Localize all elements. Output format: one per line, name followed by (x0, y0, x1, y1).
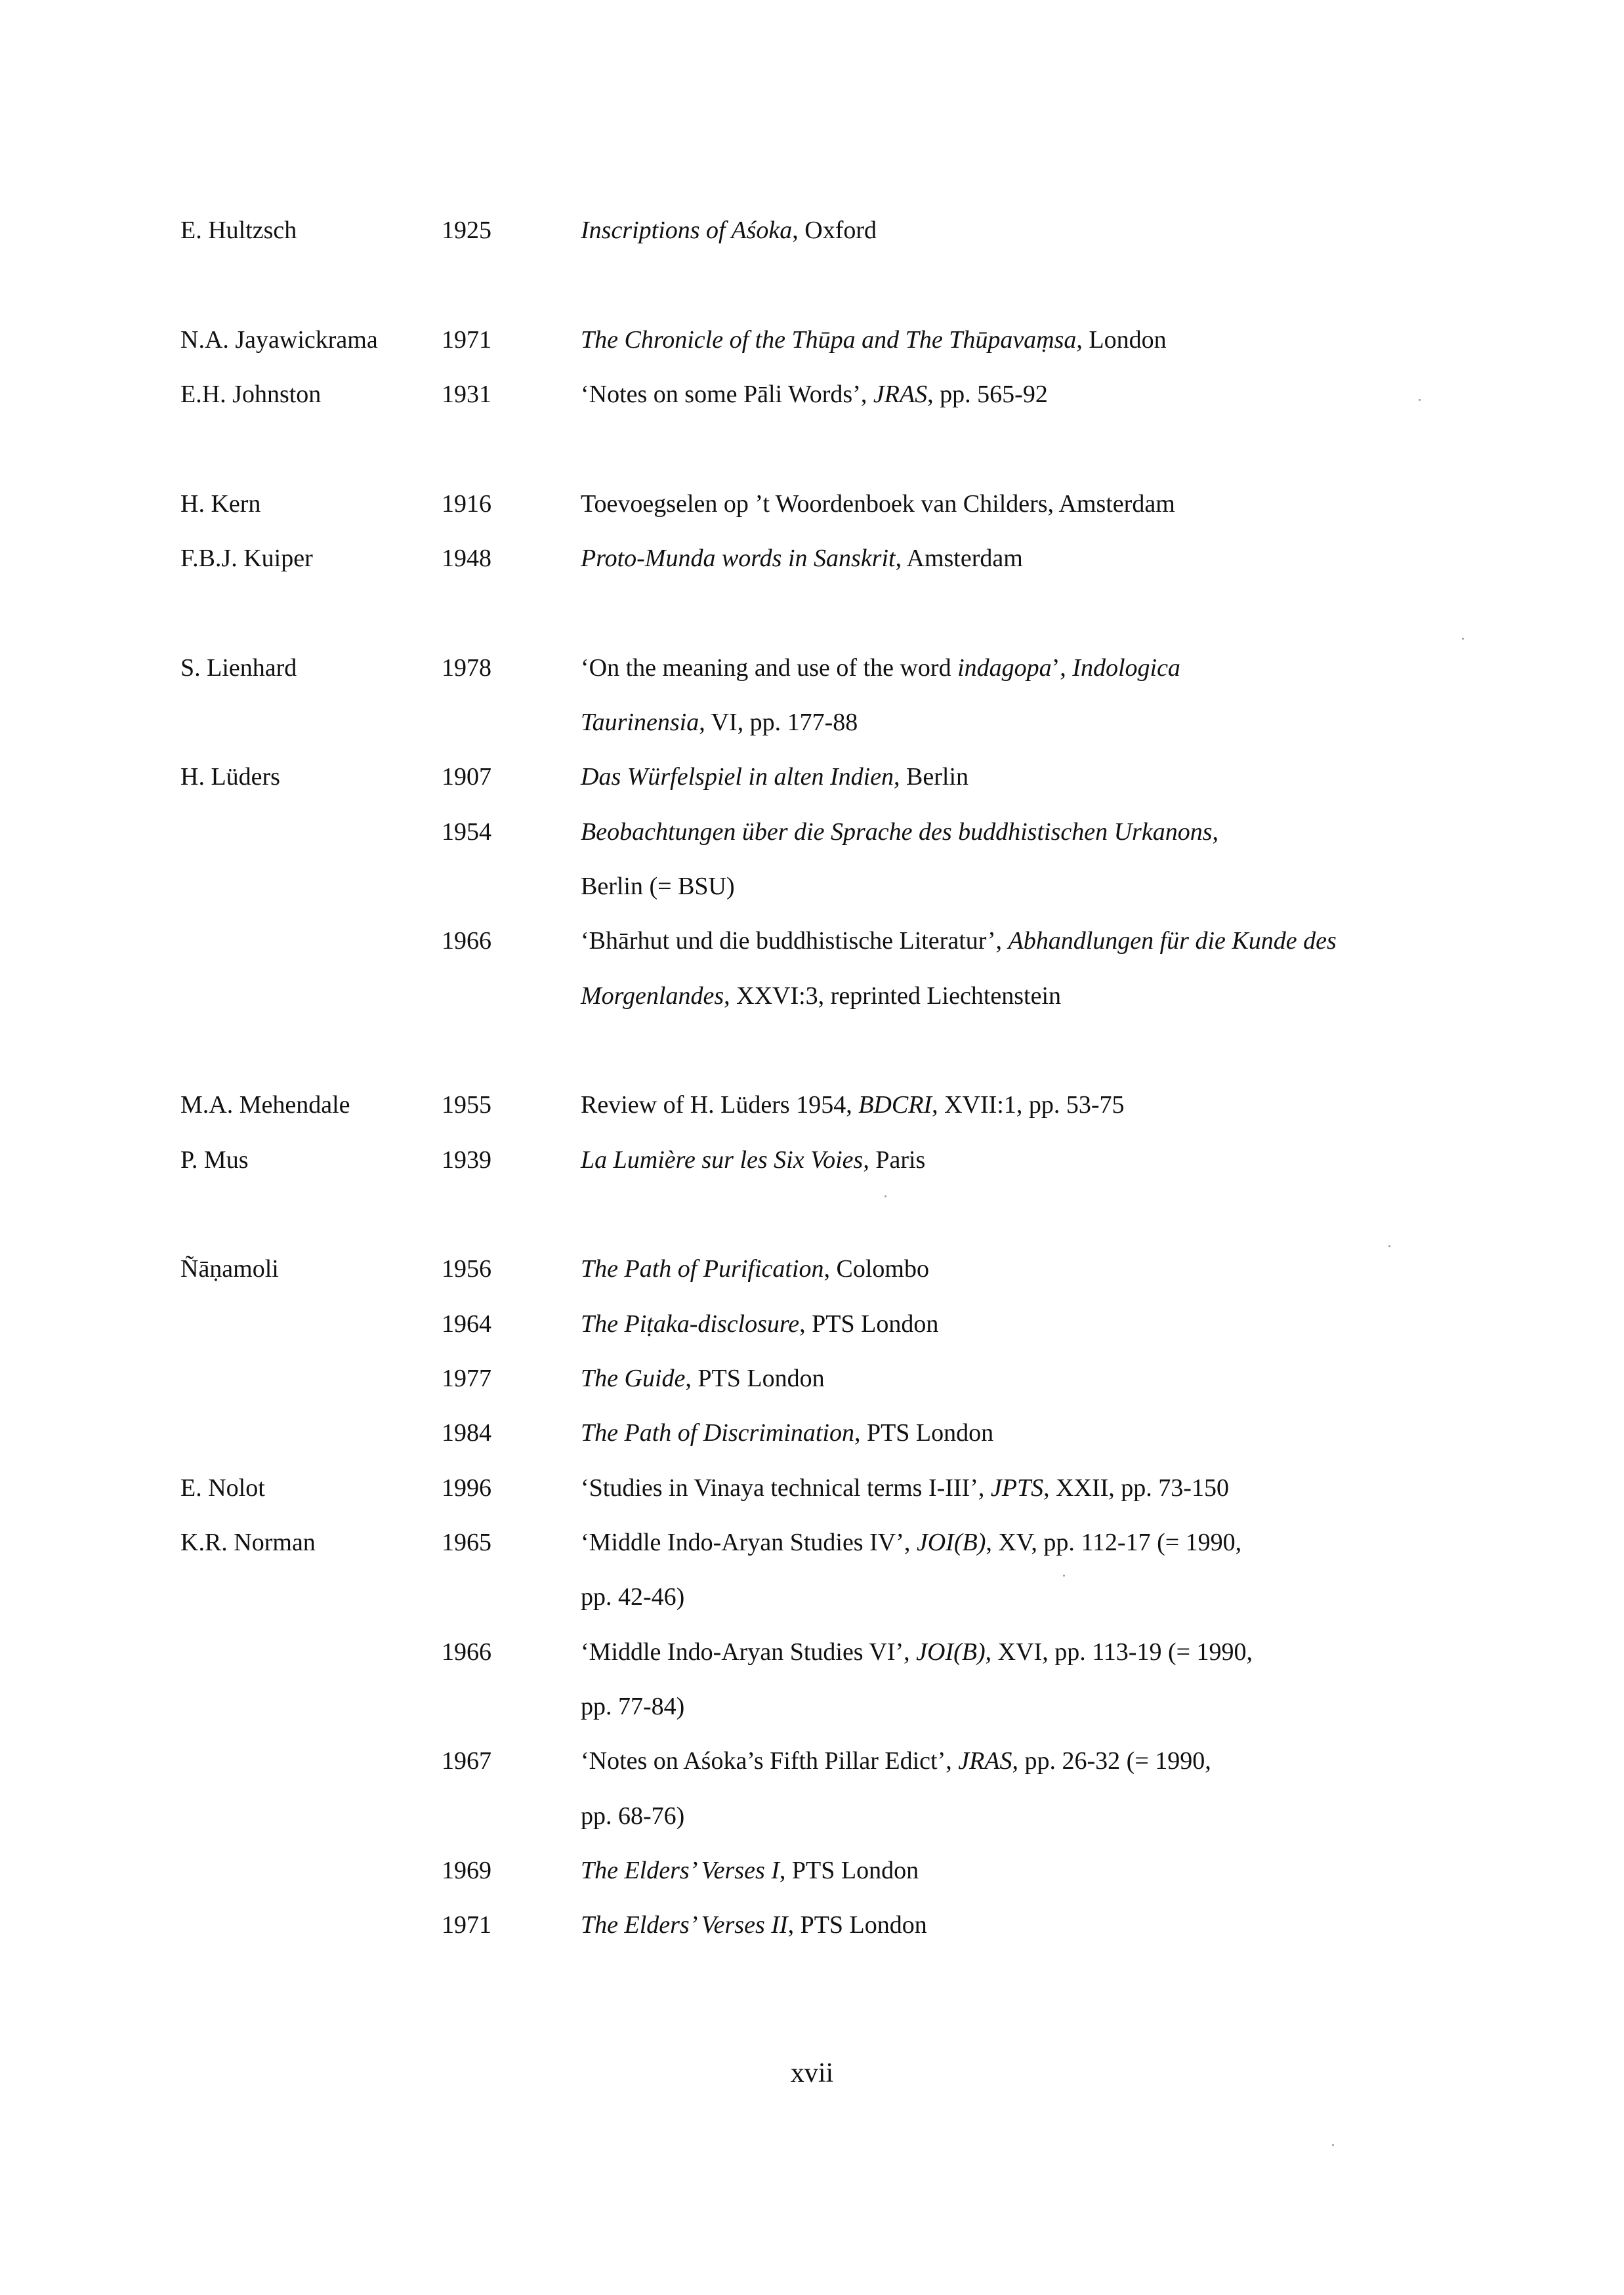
entry-year: 1971 (442, 326, 491, 354)
reference-text: , pp. 565-92 (927, 381, 1048, 408)
entry-reference (581, 1628, 1253, 1676)
reference-text: pp. 68-76) (581, 1802, 685, 1830)
bibliography-entry (0, 699, 1624, 746)
reference-text: , PTS London (779, 1857, 919, 1884)
reference-text: , XXII, pp. 73-150 (1043, 1474, 1229, 1502)
reference-text: , pp. 26-32 (= 1990, (1012, 1747, 1211, 1775)
reference-text: Berlin (= BSU) (581, 873, 735, 900)
reference-text: , Berlin (894, 763, 969, 791)
entry-reference (581, 1136, 925, 1184)
reference-text: Review of H. Lüders 1954, (581, 1091, 859, 1119)
bibliography-entry (0, 207, 1624, 254)
bibliography-entry (0, 972, 1624, 1020)
reference-title: The Chronicle of the Thūpa and The Thūpavaṃsa (581, 326, 1077, 354)
entry-reference (581, 1737, 1211, 1785)
reference-title: JOI(B) (916, 1529, 986, 1556)
entry-year: 1971 (442, 1911, 491, 1939)
bibliography-entry (0, 1683, 1624, 1730)
reference-title: BDCRI (858, 1091, 932, 1119)
entry-reference (581, 1081, 1124, 1128)
entry-year: 1925 (442, 217, 491, 244)
entry-reference (581, 1464, 1229, 1512)
reference-text: , Paris (863, 1146, 926, 1174)
reference-text: pp. 77-84) (581, 1693, 685, 1720)
entry-author: E. Nolot (180, 1474, 265, 1502)
reference-text: , Colombo (823, 1255, 929, 1283)
entry-author: H. Lüders (180, 763, 280, 791)
reference-title: The Path of Discrimination (581, 1419, 854, 1447)
bibliography-entry (0, 371, 1624, 418)
reference-text: , PTS London (787, 1911, 927, 1939)
reference-text: , PTS London (799, 1310, 939, 1338)
reference-title: The Elders’ Verses I (581, 1857, 780, 1884)
entry-reference (581, 1901, 927, 1949)
bibliography-entry (0, 1847, 1624, 1894)
reference-text: ‘Middle Indo-Aryan Studies VI’, (581, 1638, 917, 1666)
entry-year: 1964 (442, 1310, 491, 1338)
reference-text: , PTS London (685, 1365, 825, 1392)
entry-reference (581, 1519, 1241, 1566)
reference-title: La Lumière sur les Six Voies (581, 1146, 864, 1174)
entry-year: 1967 (442, 1747, 491, 1775)
entry-reference (581, 1245, 929, 1292)
reference-title: The Guide (581, 1365, 686, 1392)
reference-title: JOI(B) (916, 1638, 986, 1666)
bibliography-entry (0, 1245, 1624, 1292)
entry-year: 1966 (442, 1638, 491, 1666)
scan-speck (1332, 2144, 1334, 2146)
bibliography-entry (0, 1573, 1624, 1621)
reference-title: JPTS (990, 1474, 1044, 1502)
bibliography-entry (0, 863, 1624, 910)
reference-text: , XVI, pp. 113-19 (= 1990, (985, 1638, 1253, 1666)
reference-title: indagopa (957, 654, 1052, 682)
reference-text: , PTS London (854, 1419, 994, 1447)
bibliography-entry (0, 917, 1624, 964)
entry-author: E. Hultzsch (180, 217, 297, 244)
reference-title: Inscriptions of Aśoka (581, 217, 793, 244)
page-number: xvii (790, 2058, 834, 2088)
entry-reference (581, 917, 1337, 964)
entry-reference (581, 1409, 993, 1457)
entry-year: 1956 (442, 1255, 491, 1283)
reference-title: The Path of Purification (581, 1255, 824, 1283)
reference-text: , XV, pp. 112-17 (= 1990, (986, 1529, 1242, 1556)
scan-speck (1063, 1575, 1065, 1577)
bibliography-entry (0, 753, 1624, 800)
reference-text: pp. 42-46) (581, 1583, 685, 1611)
bibliography-entry (0, 316, 1624, 363)
entry-year: 1984 (442, 1419, 491, 1447)
entry-author: H. Kern (180, 490, 261, 518)
bibliography-entry (0, 644, 1624, 692)
entry-reference (581, 972, 1061, 1020)
bibliography-entry (0, 1136, 1624, 1184)
entry-year: 1907 (442, 763, 491, 791)
entry-reference (581, 1355, 825, 1402)
entry-reference (581, 1847, 919, 1894)
entry-reference (581, 699, 858, 746)
entry-reference (581, 535, 1023, 582)
entry-author: S. Lienhard (180, 654, 297, 682)
reference-title: JRAS (873, 381, 928, 408)
entry-year: 1977 (442, 1365, 491, 1392)
entry-author: E.H. Johnston (180, 381, 322, 408)
entry-reference (581, 371, 1048, 418)
scan-speck (1388, 1245, 1390, 1247)
entry-reference (581, 1573, 684, 1621)
bibliography-entry (0, 1737, 1624, 1785)
entry-year: 1954 (442, 818, 491, 846)
reference-text: , XXVI:3, reprinted Liechtenstein (724, 982, 1062, 1010)
reference-title: JRAS (958, 1747, 1012, 1775)
entry-reference (581, 480, 1175, 527)
bibliography-entry (0, 1628, 1624, 1676)
reference-title: The Piṭaka-disclosure (581, 1310, 800, 1338)
entry-reference (581, 644, 1180, 692)
bibliography-entry (0, 1519, 1624, 1566)
reference-text: , (1212, 818, 1218, 846)
entry-year: 1939 (442, 1146, 491, 1174)
bibliography-entry (0, 1300, 1624, 1348)
bibliography-entry (0, 1792, 1624, 1840)
bibliography-entry (0, 480, 1624, 527)
reference-text: , XVII:1, pp. 53-75 (932, 1091, 1125, 1119)
entry-year: 1969 (442, 1857, 491, 1884)
reference-text: , London (1076, 326, 1167, 354)
entry-reference (581, 316, 1167, 363)
reference-title: Abhandlungen für die Kunde des (1008, 927, 1337, 955)
entry-year: 1996 (442, 1474, 491, 1502)
reference-title: Indologica (1072, 654, 1180, 682)
bibliography-entry (0, 808, 1624, 856)
scan-speck (1462, 638, 1464, 640)
reference-title: Das Würfelspiel in alten Indien (581, 763, 894, 791)
reference-title: Proto-Munda words in Sanskrit (581, 545, 896, 572)
entry-author: M.A. Mehendale (180, 1091, 350, 1119)
bibliography-entry (0, 1355, 1624, 1402)
entry-author: K.R. Norman (180, 1529, 316, 1556)
reference-text: ‘Bhārhut und die buddhistische Literatur’, (581, 927, 1009, 955)
entry-year: 1965 (442, 1529, 491, 1556)
entry-reference (581, 808, 1218, 856)
entry-reference (581, 1683, 684, 1730)
reference-text: , VI, pp. 177-88 (699, 709, 858, 736)
reference-text: ’, (1051, 654, 1073, 682)
reference-text: ‘On the meaning and use of the word (581, 654, 958, 682)
reference-text: ‘Middle Indo-Aryan Studies IV’, (581, 1529, 917, 1556)
scan-speck (885, 1195, 886, 1197)
reference-title: Morgenlandes (581, 982, 724, 1010)
entry-year: 1948 (442, 545, 491, 572)
bibliography-entry (0, 1409, 1624, 1457)
entry-reference (581, 753, 968, 800)
reference-text: Toevoegselen op ’t Woordenboek van Childers, Amsterdam (581, 490, 1175, 518)
reference-text: , Oxford (792, 217, 877, 244)
reference-text: ‘Notes on some Pāli Words’, (581, 381, 873, 408)
entry-author: F.B.J. Kuiper (180, 545, 313, 572)
scan-speck (1419, 399, 1421, 401)
bibliography-entry (0, 1081, 1624, 1128)
entry-year: 1931 (442, 381, 491, 408)
entry-year: 1916 (442, 490, 491, 518)
reference-text: ‘Studies in Vinaya technical terms I-III’, (581, 1474, 991, 1502)
entry-reference (581, 207, 877, 254)
reference-text: , Amsterdam (895, 545, 1023, 572)
entry-reference (581, 863, 735, 910)
entry-year: 1978 (442, 654, 491, 682)
bibliography-entry (0, 535, 1624, 582)
reference-title: The Elders’ Verses II (581, 1911, 788, 1939)
entry-year: 1966 (442, 927, 491, 955)
entry-author: P. Mus (180, 1146, 249, 1174)
bibliography-entry (0, 1901, 1624, 1949)
entry-reference (581, 1792, 684, 1840)
reference-title: Taurinensia (581, 709, 699, 736)
entry-year: 1955 (442, 1091, 491, 1119)
entry-reference (581, 1300, 938, 1348)
reference-title: Beobachtungen über die Sprache des buddhistischen Urkanons (581, 818, 1213, 846)
reference-text: ‘Notes on Aśoka’s Fifth Pillar Edict’, (581, 1747, 959, 1775)
entry-author: N.A. Jayawickrama (180, 326, 378, 354)
entry-author: Ñāṇamoli (180, 1255, 279, 1283)
bibliography-entry (0, 1464, 1624, 1512)
